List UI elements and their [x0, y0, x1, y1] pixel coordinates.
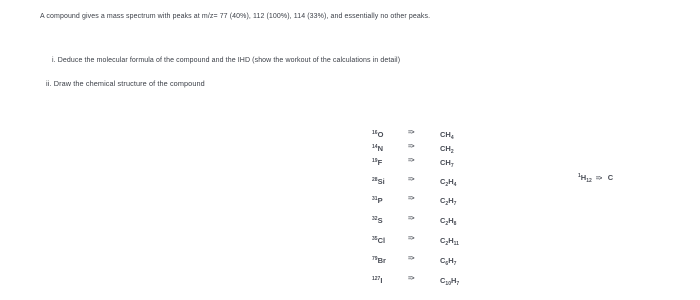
table-row — [372, 256, 522, 270]
table-row — [372, 177, 522, 191]
arrow-icon: => — [408, 144, 415, 150]
isotope: $^{28}$Si — [372, 177, 385, 186]
arrow-icon: => — [408, 158, 415, 164]
table-row — [372, 216, 522, 230]
hydrocarbon-equivalent: $C_2H_8$ — [440, 216, 457, 227]
isotope: $^{16}$O — [372, 130, 384, 139]
isotope: $^{32}$S — [372, 216, 383, 225]
isotope: $^{127}$I — [372, 276, 383, 285]
arrow-icon: => — [408, 130, 415, 136]
isotope: $^{35}$Cl — [372, 236, 386, 245]
hydrocarbon-equivalent: $C_{10}H_7$ — [440, 276, 460, 287]
hydrocarbon-equivalent: $CH_2$ — [440, 144, 454, 155]
table-row — [372, 196, 522, 210]
hydrocarbon-equivalent: $CH_4$ — [440, 130, 454, 141]
question-part-ii: ii. Draw the chemical structure of the compound — [46, 79, 205, 88]
hydrocarbon-equivalent: $CH_7$ — [440, 158, 454, 169]
table-row — [372, 158, 522, 172]
isotope: $^{31}$P — [372, 196, 383, 205]
table-row — [372, 144, 522, 158]
arrow-icon: => — [595, 176, 602, 182]
arrow-icon: => — [408, 236, 415, 242]
table-row — [372, 236, 522, 250]
arrow-icon: => — [408, 256, 415, 262]
hydrocarbon-equivalent: $C_6H_7$ — [440, 256, 457, 267]
arrow-icon: => — [408, 216, 415, 222]
question-intro: A compound gives a mass spectrum with peaks at m/z= 77 (40%), 112 (100%), 114 (33%), and essentially no other peaks. — [40, 13, 431, 20]
question-part-i: i. Deduce the molecular formula of the compound and the IHD (show the workout of the calculations in detail) — [52, 57, 401, 64]
hydrocarbon-equivalent: $C_2H_{11}$ — [440, 236, 459, 247]
arrow-icon: => — [408, 196, 415, 202]
arrow-icon: => — [408, 177, 415, 183]
hydrocarbon-equivalent: $C_2H_7$ — [440, 196, 457, 207]
isotope: $^{14}$N — [372, 144, 383, 153]
isotope: $^{19}$F — [372, 158, 383, 167]
table-row — [372, 130, 522, 144]
isotope: $^{79}$Br — [372, 256, 386, 265]
hydrogen-carbon-equivalence-note: $^1H_{12} => C$ — [578, 173, 614, 184]
arrow-icon: => — [408, 276, 415, 282]
table-row — [372, 276, 522, 290]
hydrocarbon-equivalent: $C_2H_4$ — [440, 177, 457, 188]
